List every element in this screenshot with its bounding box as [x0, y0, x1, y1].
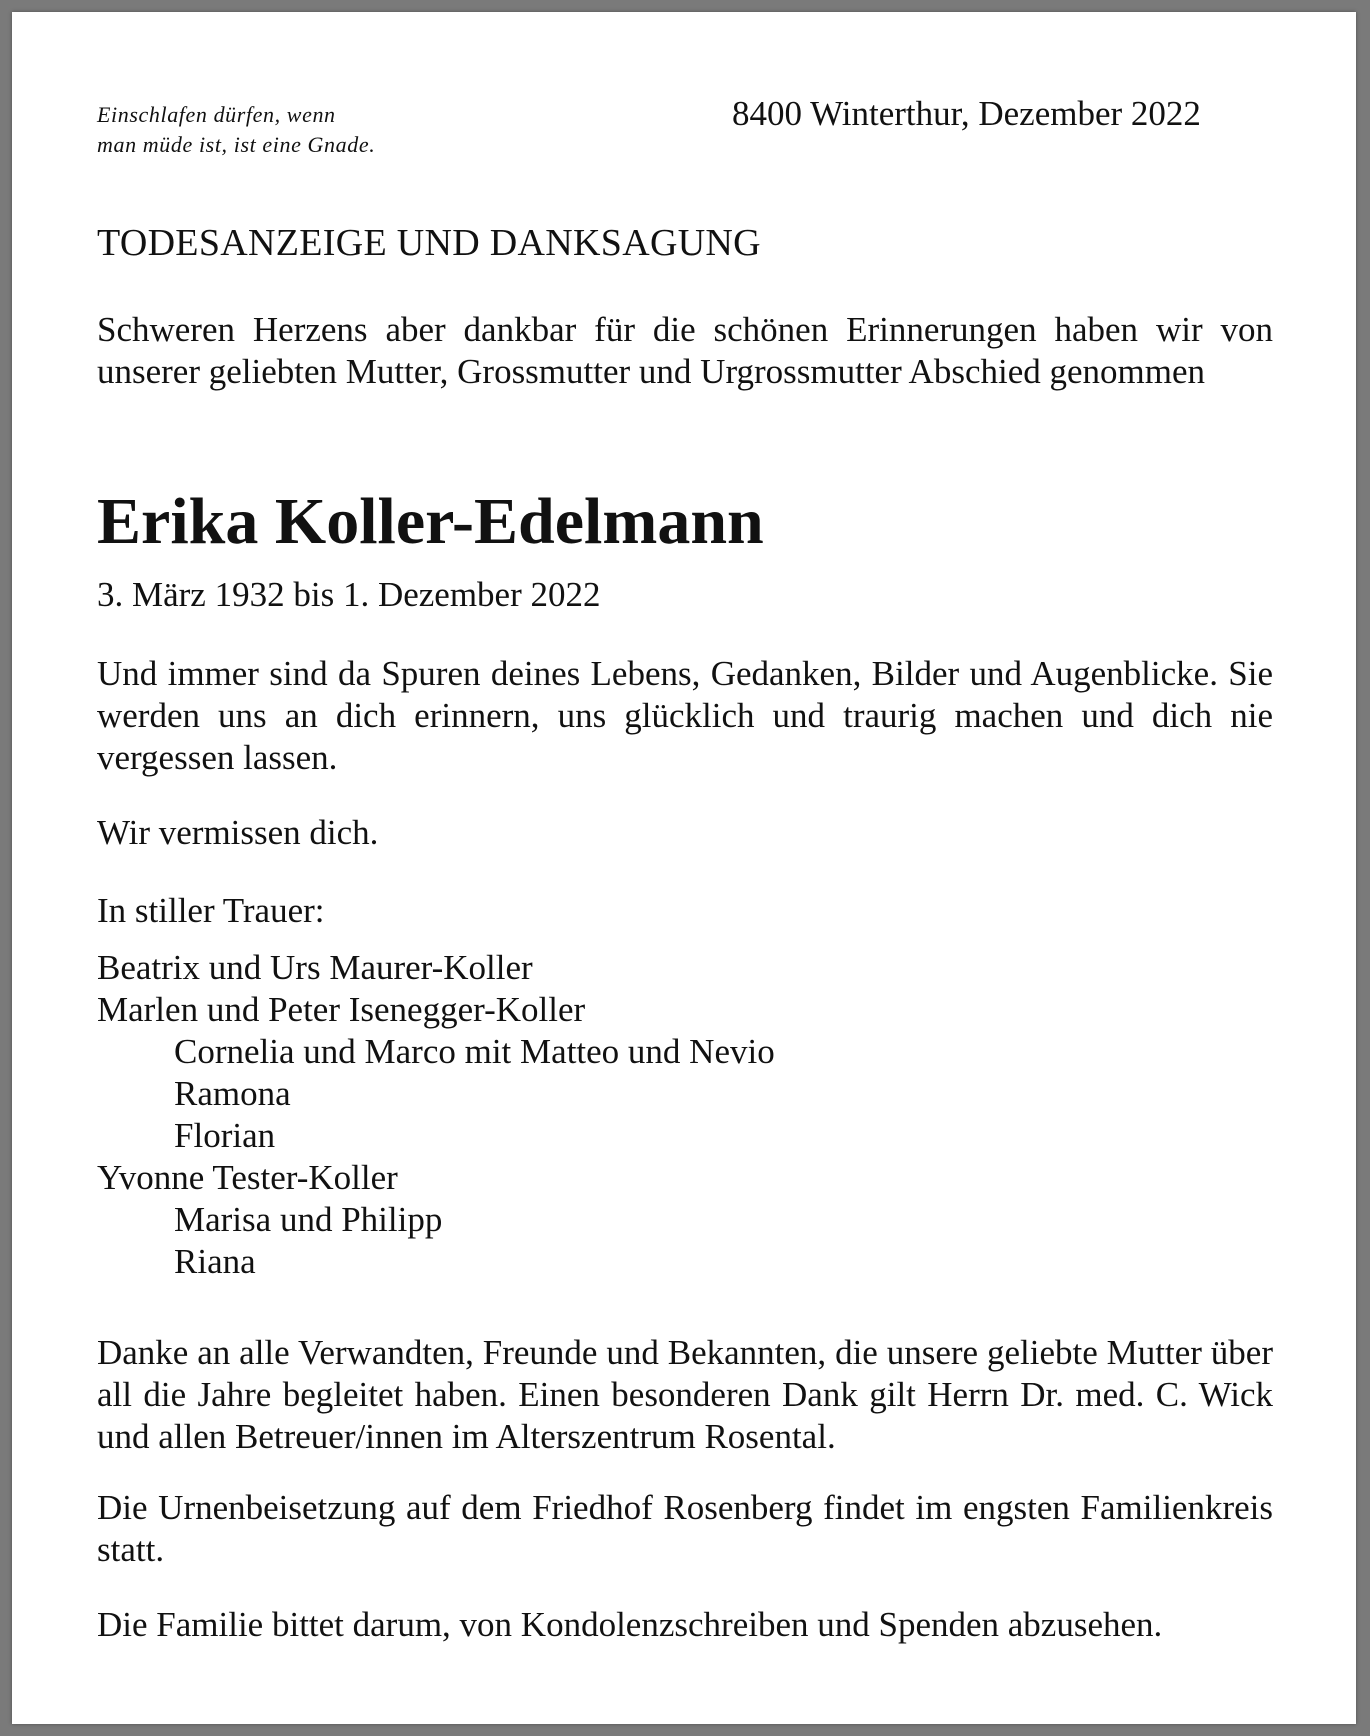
- miss-line: Wir vermissen dich.: [97, 813, 379, 852]
- place-date: 8400 Winterthur, Dezember 2022: [732, 94, 1201, 133]
- life-dates: 3. März 1932 bis 1. Dezember 2022: [97, 575, 601, 614]
- mourner-entry: Marisa und Philipp: [174, 1200, 443, 1239]
- motto-line-2: man müde ist, ist eine Gnade.: [97, 132, 376, 157]
- mourner-entry: Florian: [174, 1116, 276, 1155]
- death-notice-page: [12, 12, 1356, 1724]
- mourner-entry: Riana: [174, 1242, 256, 1281]
- mourner-entry: Ramona: [174, 1074, 291, 1113]
- mourner-entry: Cornelia und Marco mit Matteo und Nevio: [174, 1032, 775, 1071]
- mourners-list: [97, 947, 1273, 1283]
- burial-paragraph: Die Urnenbeisetzung auf dem Friedhof Rosenberg findet im engsten Familienkreis statt.: [97, 1488, 1273, 1569]
- closing-paragraph: Die Familie bittet darum, von Kondolenzschreiben und Spenden abzusehen.: [97, 1605, 1163, 1644]
- mourner-entry: Marlen und Peter Isenegger-Koller: [97, 990, 586, 1029]
- mourner-entry: Beatrix und Urs Maurer-Koller: [97, 948, 533, 987]
- intro-paragraph: Schweren Herzens aber dankbar für die schönen Erinnerungen haben wir von unserer geliebten Mutter, Grossmutter und Urgrossmutter Abschied genommen: [97, 310, 1273, 391]
- motto-line-1: Einschlafen dürfen, wenn: [97, 102, 336, 127]
- mourner-entry: Yvonne Tester-Koller: [97, 1158, 398, 1197]
- motto: [97, 100, 375, 160]
- thanks-paragraph: Danke an alle Verwandten, Freunde und Bekannten, die unsere geliebte Mutter über all die Jahre begleitet haben. Einen besonderen Dank gilt Herrn Dr. med. C. Wick und allen Betreuer/innen im Alterszentrum Rosental.: [97, 1333, 1273, 1456]
- mourning-label: In stiller Trauer:: [97, 891, 325, 930]
- deceased-name: Erika Koller-Edelmann: [97, 485, 764, 558]
- quote-paragraph: Und immer sind da Spuren deines Lebens, Gedanken, Bilder und Augenblicke. Sie werden uns an dich erinnern, uns glücklich und traurig machen und dich nie vergessen lassen.: [97, 654, 1273, 777]
- notice-heading: TODESANZEIGE UND DANKSAGUNG: [97, 222, 761, 264]
